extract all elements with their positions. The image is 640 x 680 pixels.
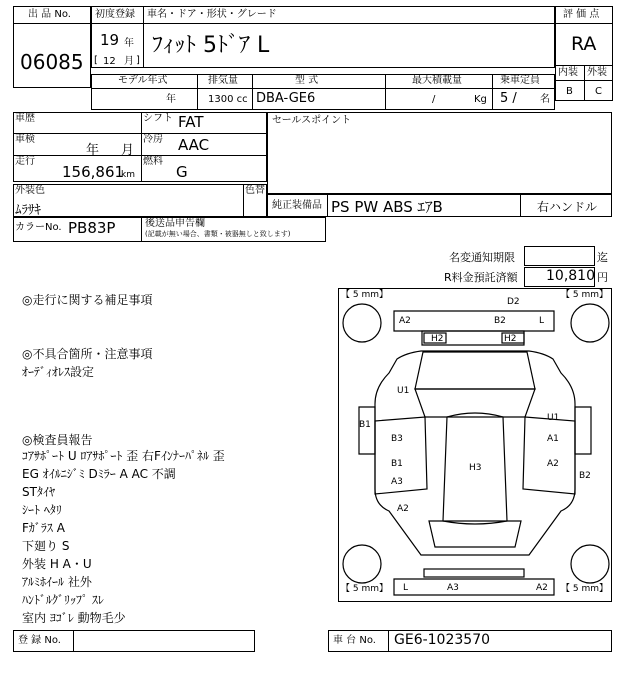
- chassis-number-label: 車 台 No.: [333, 635, 376, 646]
- document-label: 後送品申告欄: [145, 218, 205, 229]
- mileage-label: 走行: [15, 156, 35, 167]
- steering: 右ハンドル: [537, 200, 598, 214]
- repaint-label: 色替: [245, 185, 265, 196]
- interior-grade: B: [566, 86, 573, 97]
- damage-mark: U1: [397, 386, 410, 396]
- report-line: Fｶﾞﾗｽ A: [22, 521, 65, 535]
- equipment: PS PW ABS ｴｱB: [331, 198, 443, 216]
- inspector-report-heading: ◎検査員報告: [22, 433, 93, 447]
- max-load-unit: Kg: [474, 94, 487, 105]
- shift: FAT: [178, 113, 204, 131]
- details-box: [13, 112, 267, 182]
- month-unit: 月: [124, 56, 134, 67]
- damage-mark: B1: [359, 420, 371, 430]
- report-line: ｺｱｻﾎﾟｰﾄ U ﾛｱｻﾎﾟｰﾄ 歪 右Fｲﾝﾅｰﾊﾟﾈﾙ 歪: [22, 449, 225, 463]
- damage-mark: A1: [547, 434, 559, 444]
- report-line: ｱﾙﾐﾎｲｰﾙ 社外: [22, 575, 92, 589]
- displacement: 1300 cc: [208, 94, 248, 105]
- front-bumper: [394, 311, 554, 331]
- recycle-fee: 10,810: [546, 268, 595, 284]
- rear-bumper: [394, 579, 554, 595]
- damage-mark: B2: [494, 316, 506, 326]
- defect-note-line: ｵｰﾃﾞｨｵﾚｽ設定: [22, 365, 95, 379]
- damage-mark: B1: [391, 459, 403, 469]
- history-label: 車歴: [15, 113, 35, 124]
- fuel-label: 燃料: [143, 156, 163, 167]
- exterior-label: 外装: [587, 67, 607, 78]
- car-name: ﾌｨｯﾄ 5ﾄﾞｱ L: [152, 33, 270, 58]
- damage-mark: B3: [391, 434, 403, 444]
- damage-mark: H3: [469, 463, 482, 473]
- car-name-label: 車名・ドア・形状・グレード: [147, 9, 277, 20]
- damage-mark: H2: [431, 334, 444, 344]
- name-change-unit: 迄: [597, 251, 608, 264]
- car-outline: [339, 289, 611, 601]
- inspection-year-unit: 年: [86, 143, 100, 158]
- model-year-label: モデル年式: [118, 75, 168, 86]
- displacement-label: 排気量: [208, 75, 238, 86]
- color-number-label: カラーNo.: [15, 222, 62, 233]
- driving-notes-heading: ◎走行に関する補足事項: [22, 293, 153, 307]
- capacity: 5 /: [500, 91, 517, 106]
- vehicle-type: DBA-GE6: [256, 91, 316, 106]
- max-load: /: [432, 94, 436, 105]
- shift-label: シフト: [143, 113, 173, 124]
- model-year-unit: 年: [166, 94, 176, 105]
- damage-mark: U1: [547, 413, 560, 423]
- damage-mark: A2: [399, 316, 411, 326]
- damage-mark: L: [539, 316, 545, 326]
- interior-label: 内装: [558, 67, 578, 78]
- mileage-unit: km: [121, 170, 135, 180]
- right-side-panel: [523, 417, 575, 494]
- defect-notes-heading: ◎不具合箇所・注意事項: [22, 347, 153, 361]
- inspection-label: 車検: [15, 134, 35, 145]
- report-line: 下廻り S: [22, 539, 70, 553]
- report-line: ｼｰﾄ ﾍﾀﾘ: [22, 503, 62, 517]
- color-label: 外装色: [15, 185, 45, 196]
- ac: AAC: [178, 136, 210, 154]
- grade-label: 評 価 点: [563, 9, 600, 20]
- damage-mark: A3: [447, 583, 459, 593]
- right-front-door: [575, 407, 591, 454]
- report-line: 外装 H A・U: [22, 557, 92, 571]
- tire-front-left: [343, 304, 381, 342]
- tire-front-right: [571, 304, 609, 342]
- damage-mark: A2: [536, 583, 548, 593]
- exterior-grade: C: [595, 86, 602, 97]
- registration-year: 19: [100, 31, 120, 49]
- mileage: 156,861: [62, 163, 125, 181]
- inspection-month-unit: 月: [121, 143, 135, 158]
- fuel: G: [176, 163, 188, 181]
- ac-label: 冷房: [143, 134, 163, 145]
- damage-mark: H2: [504, 334, 517, 344]
- name-change-box[interactable]: [524, 246, 595, 266]
- tire-rear-right: [571, 545, 609, 583]
- hood: [415, 352, 535, 389]
- first-registration-label: 初度登録: [95, 9, 135, 20]
- tire-front-right-label: 【 5 mm】: [561, 290, 608, 300]
- report-line: STﾀｲﾔ: [22, 485, 55, 499]
- sales-point-label: セールスポイント: [272, 115, 352, 126]
- tire-rear-right-label: 【 5 mm】: [561, 584, 608, 594]
- damage-mark: A2: [397, 504, 409, 514]
- registration-number-label: 登 録 No.: [18, 635, 61, 646]
- color: ﾑﾗｻｷ: [15, 203, 41, 218]
- overall-grade: RA: [571, 33, 597, 55]
- color-box: [13, 184, 267, 217]
- left-front-door: [359, 407, 375, 454]
- capacity-unit: 名: [540, 94, 550, 105]
- year-unit: 年: [124, 38, 134, 49]
- report-line: ﾊﾝﾄﾞﾙｸﾞﾘｯﾌﾟ ｽﾚ: [22, 593, 104, 607]
- damage-mark: D2: [507, 297, 520, 307]
- document-note: (記載が無い場合、書類・被器無しと致します): [145, 230, 291, 238]
- registration-month: 12: [103, 56, 116, 67]
- tire-front-left-label: 【 5 mm】: [341, 290, 388, 300]
- damage-mark: A3: [391, 477, 403, 487]
- tire-rear-left-label: 【 5 mm】: [341, 584, 388, 594]
- tire-rear-left: [343, 545, 381, 583]
- name-change-label: 名変通知期限: [449, 251, 515, 264]
- rear-window: [429, 521, 521, 547]
- lot-number-label: 出 品 No.: [28, 9, 71, 20]
- taillight: [424, 569, 524, 577]
- equipment-label: 純正装備品: [272, 200, 322, 211]
- inspection-diagram: [338, 288, 612, 602]
- type-label: 型 式: [295, 75, 319, 86]
- recycle-label: R料金預託済額: [444, 271, 518, 284]
- report-line: EG ｵｲﾙﾆｼﾞﾐ Dﾐﾗｰ A AC 不調: [22, 467, 176, 481]
- color-number: PB83P: [68, 219, 116, 237]
- max-load-label: 最大積載量: [412, 75, 462, 86]
- recycle-unit: 円: [597, 271, 608, 284]
- capacity-label: 乗車定員: [500, 75, 540, 86]
- chassis-number: GE6-1023570: [394, 632, 491, 648]
- lot-number: 06085: [20, 50, 84, 74]
- damage-mark: L: [403, 583, 409, 593]
- damage-mark: A2: [547, 459, 559, 469]
- report-line: 室内 ﾖｺﾞﾚ 動物毛少: [22, 611, 126, 625]
- damage-mark: B2: [579, 471, 591, 481]
